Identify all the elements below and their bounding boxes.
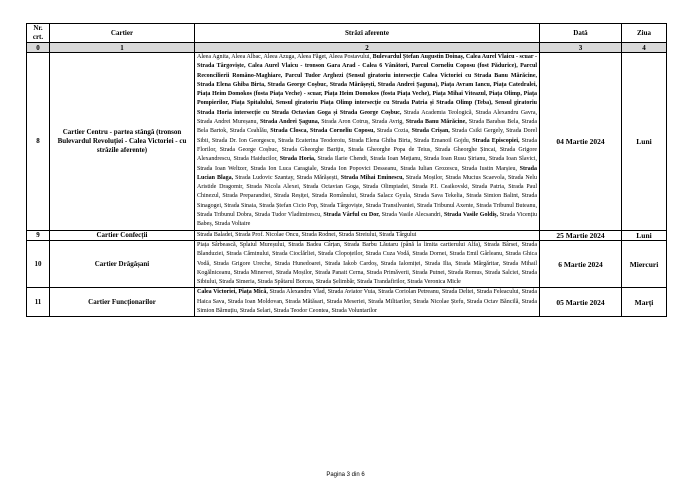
row-number: 10 [27,240,50,287]
street-segment: Strada Episcopiei, [472,137,522,144]
index-cell: 2 [195,43,540,53]
street-segment: Strada Vasile Alecsandri, [381,212,444,219]
street-segment: Strada Vârful cu Dor, [323,212,382,219]
table-row [27,230,667,240]
collection-day: Marți [622,288,667,317]
street-segment: Strada Aron Cotruș, Strada Avrig, [321,119,406,126]
street-segment: Strada Csiki Gergely, Strada Dorel Sibii, Strada Dr. Ion Georgescu, Strada Ecaterina Teodoroiu, Strada Elena Ghiba Birta, Strada Emanoil Gojdu, [197,128,538,144]
collection-date: 05 Martie 2024 [540,288,622,317]
street-segment: Strada Academia Teologică, Strada Alexandru Gavra, Strada Andrei Mureșanu, [197,109,537,126]
street-segment: Strada Lucian Blaga, [197,165,537,181]
header-cartier: Cartier [50,24,195,43]
table-row [27,288,667,317]
street-segment: Strada Vasile Goldiș, [443,212,500,219]
street-segment: Strada Vicențiu Babeș, Strada Voltaire [197,212,537,228]
header-nr: Nr. crt. [27,24,50,43]
street-segment: Strada Closca, Strada Corneliu Coposu, [270,128,377,135]
street-list [195,230,540,240]
street-segment: Bulevardul Ștefan Augustin Doinaș, Calea Aurel Vlaicu - scuar - Strada Târgoviște, Calea Aurel Vlaicu - tronson Gara Arad - Calea 6 Vânători, Parcul Corneliu Coposu (fost Pădurice), Parcul Reconcilierii Româno-Maghiare, Parcul Tudor Arghezi (Sensul giratoriu intersecție Calea Victoriei cu Strada Banu Mărăcine, Strada Elena Ghiba Birta, Strada George Coșbuc, Strada Mărășești, Strada Andrei Șaguna), Piața Avram Iancu, Piața Catedralei, Piața Heim Domokos (fosta Piața Veche) - scuar, Piața Heim Domokos (fosta Piața Veche), Piața Mihai Viteazul, Piața Olimp, Piața Pompierilor, Piața Spitalului, Sensul giratoriu Piața Olimp intersecție cu Strada Patria și Strada Olimp (Teba), Sensul giratoriu Strada Horia intersecție cu Strada Octavian Goga și Strada George Coșbuc, [197,54,537,116]
collection-day: Miercuri [622,240,667,287]
street-segment: Strada Crișan, [411,128,452,135]
street-list [195,288,540,317]
page-footer: Pagina 3 din 6 [326,472,365,478]
schedule-table [26,23,667,317]
street-segment: Strada Ludovic Szantay, Strada Mărășești, [235,174,341,181]
table-row [27,240,667,287]
neighborhood-name: Cartier Centru - partea stângă (tronson Bulevardul Revoluției - Calea Victoriei - cu străzile aferente) [50,53,195,231]
street-segment: Strada Moșilor, Strada Mucius Scaevola, Strada Nelu Aristide Dragomir, Strada Nicola Alexei, Strada Octavian Goga, Strada Olimpiadei, Strada P.I. Ceaikovski, Strada Patria, Strada Paul Chinezul, Strada Preparandiei, Strada Reșiței, Strada Românului, Strada Salacz Gyula, Strada Sava Tekelia, Strada Simion Balint, Strada Sinagogei, Strada Sinaia, Strada Ștefan Cicio Pop, Strada Târgoviște, Strada Transilvaniei, Strada Tribunul Axente, Strada Tribunul Buteanu, Strada Tribunul Dobra, Strada Tudor Vladimirescu, [197,174,537,219]
collection-date: 25 Martie 2024 [540,230,622,240]
collection-day: Luni [622,53,667,231]
street-segment: Strada Barabas Bela, Strada Bela Bartok, Strada Ceahlău, [197,119,538,135]
collection-date: 6 Martie 2024 [540,240,622,287]
street-segment: Strada Mihai Eminescu, [340,174,406,181]
street-segment: Calea Victoriei, Piața Mică, [197,289,270,296]
header-ziua: Ziua [622,24,667,43]
header-strazi: Străzi aferente [195,24,540,43]
street-segment: Strada Baladei, Strada Prof. Nicolae Oncu, Strada Rodnei, Strada Streiului, Strada Târgului [197,231,417,238]
index-cell: 0 [27,43,50,53]
header-data: Dată [540,24,622,43]
collection-date: 04 Martie 2024 [540,53,622,231]
header-row [27,24,667,43]
street-segment: Strada Alexandru Vlad, Strada Aviator Vuia, Strada Coriolan Petreanu, Strada Deltei, Strada Feleacului, Strada Haica Sava, Strada Ioan Moldovan, Strada Mătăsari, Strada Meseriei, Strada Militarilor, Strada Nicolae Ștefu, Strada Octav Băncilă, Strada Simion Bărnuțiu, Strada Selari, Strada Teodor Ceontea, Strada Voluntarilor [197,289,537,315]
street-segment: Strada Horia, [279,156,318,163]
street-list [195,53,540,231]
collection-day: Luni [622,230,667,240]
index-cell: 1 [50,43,195,53]
row-number: 9 [27,230,50,240]
street-list [195,240,540,287]
index-cell: 3 [540,43,622,53]
street-segment: Strada Cozia, [376,128,412,135]
index-row [27,43,667,53]
neighborhood-name: Cartier Funcționarilor [50,288,195,317]
row-number: 8 [27,53,50,231]
street-segment: Piața Sârbească, Splaiul Mureșului, Strada Badea Cârțan, Strada Barbu Lăutaru (până la limita cartierului Alfa), Strada Bârsei, Strada Blanduziei, Strada Căminului, Strada Cioclărliei, Strada Clopoțeilor, Strada Cuza Vodă, Strada Dornei, Strada Emil Gârleanu, Strada Ghica Vodă, Strada Grigore Ureche, Strada Hunedoarei, Strada Iakob Cardoș, Strada Ialomiței, Strada Ilia, Strada Mărgăritar, Strada Mihail Kogălniceanu, Strada Minervei, Strada Moșilor, Strada Panait Cerna, Strada Primăverii, Strada Putnei, Strada Remus, Strada Salciei, Strada Sibiului, Strada Simeria, Strada Spătarul Borcea, Strada Șelimbăr, Strada Trandafirilor, Strada Veronica Micle [197,241,537,286]
street-segment: Strada Andrei Șaguna, [259,119,322,126]
street-segment: Aleea Agnita, Aleea Albac, Aleea Azuga, Aleea Făget, Aleea Postavului, [197,54,373,60]
neighborhood-name: Cartier Confecții [50,230,195,240]
street-segment: Strada Ilarie Chendi, Strada Ioan Mețianu, Strada Ioan Rusu Șirianu, Strada Ioan Slavici, Strada Ioan Weltzer, Strada Ion Luca Caragiale, Strada Ion Popovici Desseanu, Strada Iulian Grozescu, Strada Iustin Marșieu, [197,156,537,172]
table-row [27,53,667,231]
street-segment: Strada Banu Mărăcine, [405,119,469,126]
street-segment: Strada Florilor, Strada George Coșbuc, Strada Gheorghe Barițiu, Strada Gheorghe Popa de Teius, Strada Gheorghe Șincai, Strada Grigore Alexandrescu, Strada Haiducilor, [197,137,537,163]
neighborhood-name: Cartier Drăgășani [50,240,195,287]
index-cell: 4 [622,43,667,53]
row-number: 11 [27,288,50,317]
